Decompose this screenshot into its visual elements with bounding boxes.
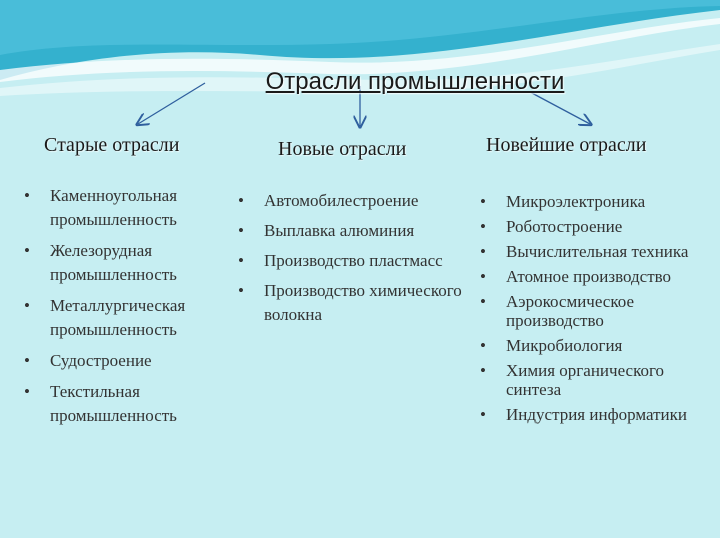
column-header-new: Новые отрасли	[278, 138, 407, 160]
list-item: • Производство пластмасс	[238, 249, 463, 273]
column-header-old: Старые отрасли	[44, 134, 180, 156]
list-item: • Атомное производство	[480, 267, 710, 286]
newest-industries-list	[480, 192, 710, 430]
list-item: • Производство химического волокна	[238, 279, 463, 327]
list-item: • Химия органического синтеза	[480, 361, 710, 399]
list-item: • Железорудная промышленность	[24, 239, 224, 287]
list-item: • Микроэлектроника	[480, 192, 710, 211]
list-item: • Вычислительная техника	[480, 242, 710, 261]
list-item: • Роботостроение	[480, 217, 710, 236]
old-industries-list	[24, 184, 224, 435]
page-title: Отрасли промышленности	[265, 68, 565, 95]
list-item: • Металлургическая промышленность	[24, 294, 224, 342]
arrow-to-newest	[530, 92, 590, 124]
list-item: • Выплавка алюминия	[238, 219, 463, 243]
list-item: • Текстильная промышленность	[24, 380, 224, 428]
column-header-newest: Новейшие отрасли	[486, 134, 647, 156]
list-item: • Каменноугольная промышленность	[24, 184, 224, 232]
list-item: • Автомобилестроение	[238, 189, 463, 213]
list-item: • Индустрия информатики	[480, 405, 710, 424]
list-item: • Аэрокосмическое производство	[480, 292, 710, 330]
list-item: • Судостроение	[24, 349, 224, 373]
new-industries-list	[238, 189, 463, 333]
list-item: • Микробиология	[480, 336, 710, 355]
